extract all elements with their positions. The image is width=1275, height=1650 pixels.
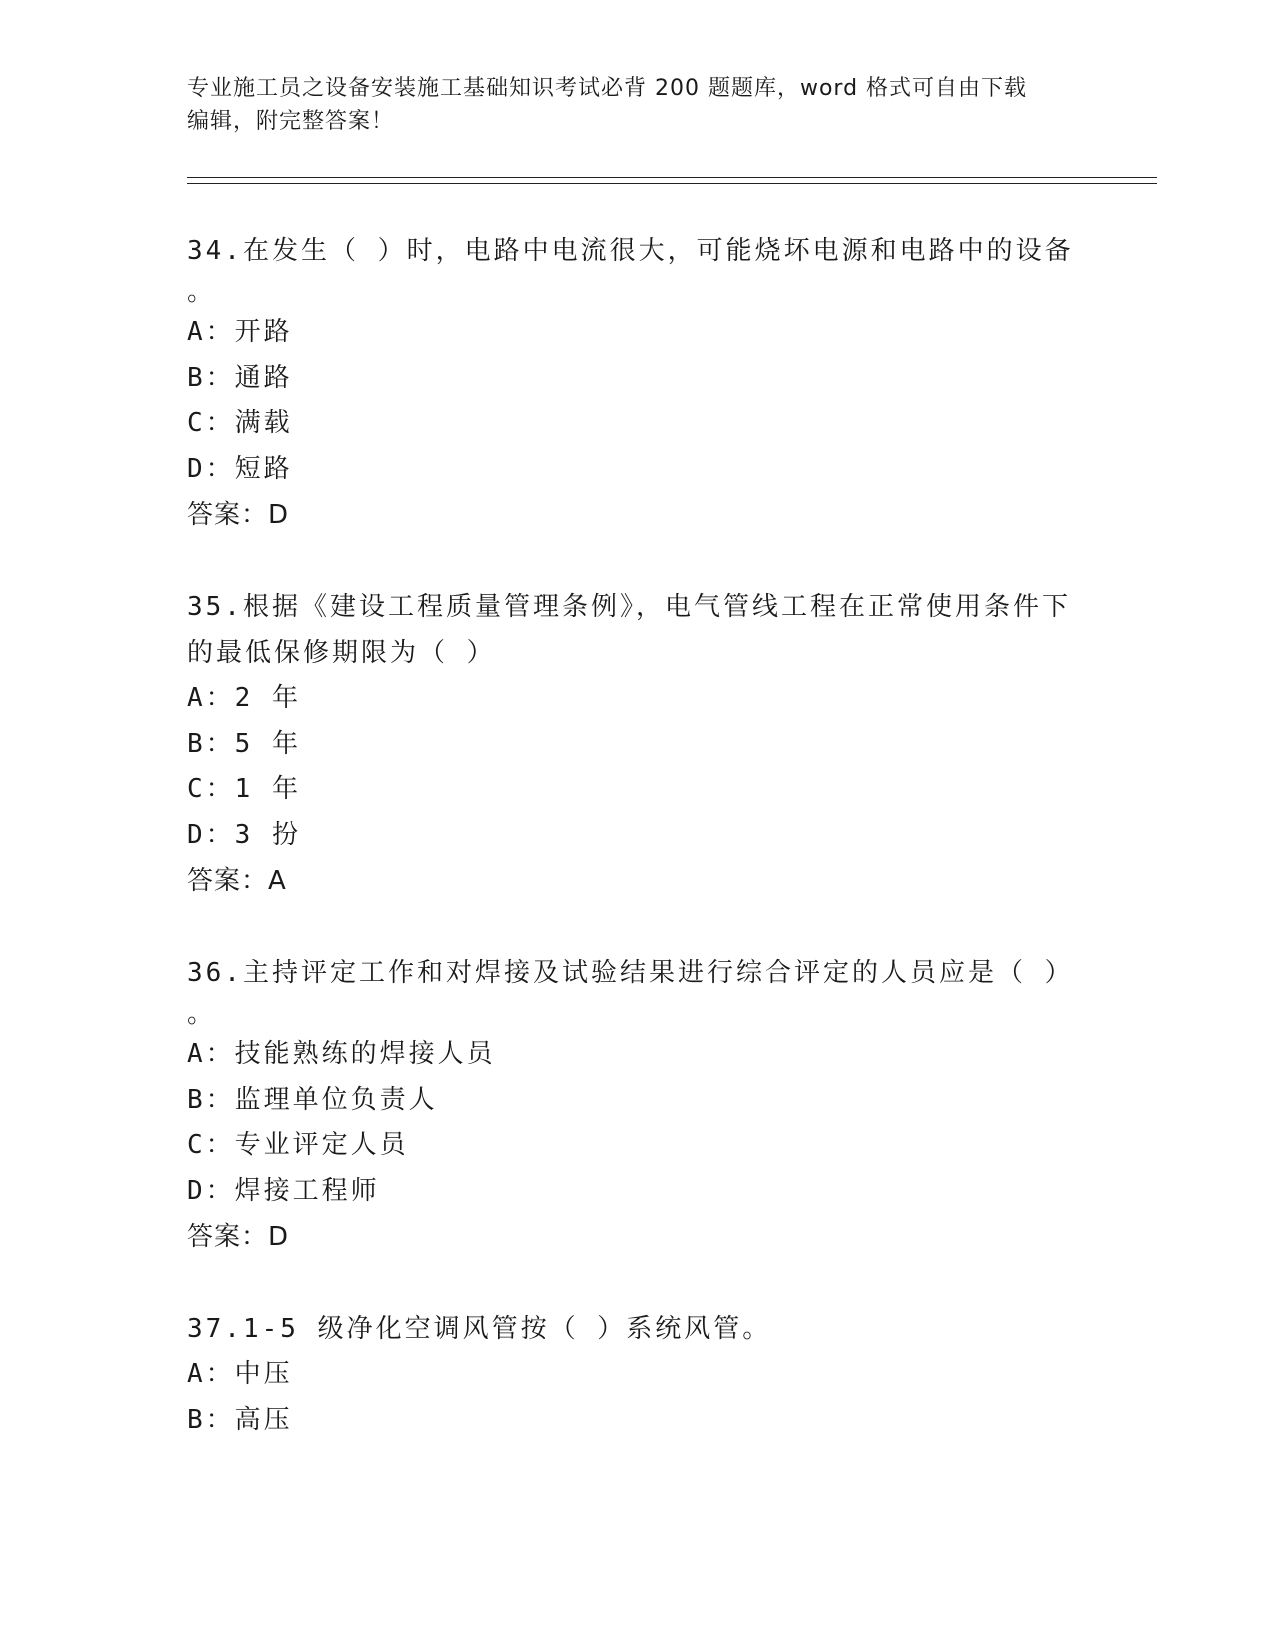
option-c: C：满载 xyxy=(187,408,293,438)
answer-line: 答案：A xyxy=(187,866,287,896)
answer-line: 答案：D xyxy=(187,500,290,530)
question-text: 35.根据《建设工程质量管理条例》，电气管线工程在正常使用条件下的最低保修期限为（ ） xyxy=(187,592,1071,668)
question-36 xyxy=(187,950,1087,1260)
option-c: C：专业评定人员 xyxy=(187,1130,409,1160)
option-d: D：焊接工程师 xyxy=(187,1175,380,1206)
header-divider xyxy=(187,177,1157,184)
header-title-line-2: 编辑，附完整答案！ xyxy=(187,109,395,134)
option-c: C：1 年 xyxy=(187,774,301,804)
option-a: A：2 年 xyxy=(187,683,301,713)
header-title-line-1: 专业施工员之设备安装施工基础知识考试必背 200 题题库，word 格式可自由下载 xyxy=(187,76,1028,101)
option-b: B：通路 xyxy=(187,362,293,393)
option-b: B：高压 xyxy=(187,1404,293,1435)
document-header xyxy=(187,72,1087,138)
question-35 xyxy=(187,584,1087,904)
option-a: A：中压 xyxy=(187,1359,293,1389)
question-text: 37.1-5 级净化空调风管按（ ）系统风管。 xyxy=(187,1314,772,1344)
option-d: D：短路 xyxy=(187,453,293,484)
question-trailer: 。 xyxy=(187,999,214,1029)
option-b: B：5 年 xyxy=(187,728,301,759)
question-trailer: 。 xyxy=(187,277,214,307)
question-text: 36.主持评定工作和对焊接及试验结果进行综合评定的人员应是（ ） xyxy=(187,958,1074,988)
question-37 xyxy=(187,1306,1087,1443)
answer-line: 答案：D xyxy=(187,1222,290,1252)
option-d: D：3 扮 xyxy=(187,819,301,850)
option-b: B：监理单位负责人 xyxy=(187,1084,438,1115)
question-list xyxy=(187,228,1087,1489)
question-34 xyxy=(187,228,1087,538)
question-text: 34.在发生（ ）时，电路中电流很大，可能烧坏电源和电路中的设备 xyxy=(187,236,1074,266)
option-a: A：开路 xyxy=(187,317,293,347)
option-a: A：技能熟练的焊接人员 xyxy=(187,1039,496,1069)
